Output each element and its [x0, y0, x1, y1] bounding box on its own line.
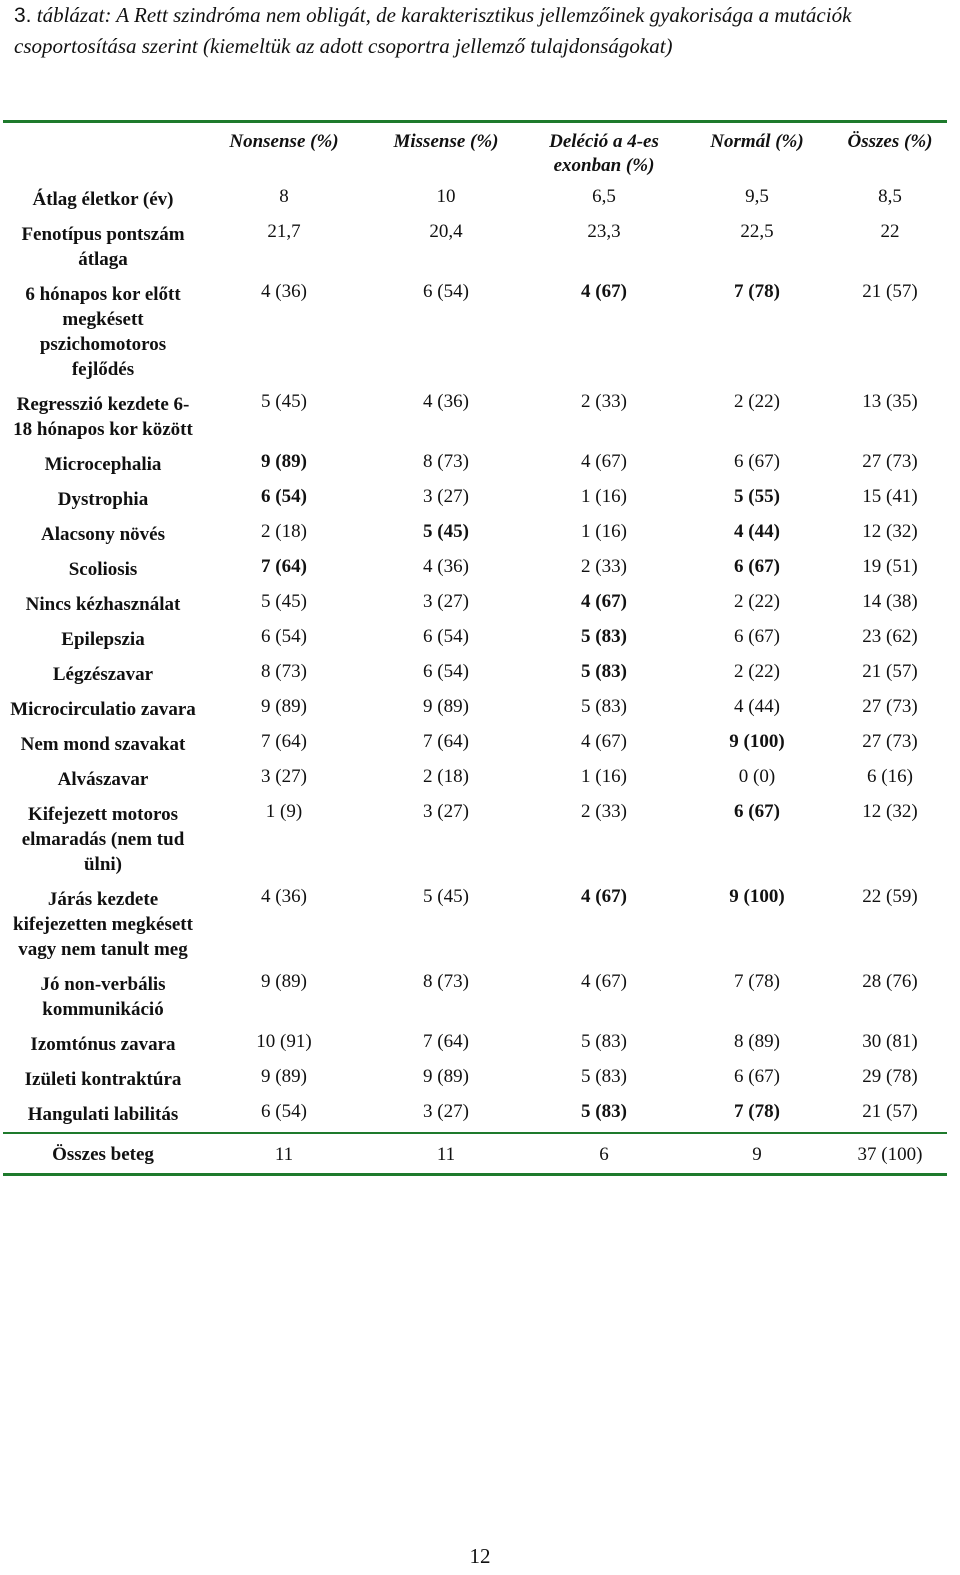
- table-cell: 1 (9): [265, 801, 303, 822]
- table-cell: 7 (78): [734, 1101, 780, 1122]
- row-label: Microcephalia: [44, 454, 162, 475]
- row-label: Epilepszia: [61, 629, 145, 650]
- table-cell: 3 (27): [423, 591, 469, 612]
- table-cell: 4 (44): [734, 521, 780, 542]
- table-cell: 15 (41): [862, 486, 918, 507]
- table-row: [3, 1027, 947, 1062]
- table-cell: 5 (83): [581, 1066, 627, 1087]
- table-cell: 5 (55): [734, 486, 780, 507]
- table-cell: 6 (67): [734, 626, 780, 647]
- table-cell: 28 (76): [862, 971, 918, 992]
- table-cell: 4 (36): [423, 556, 469, 577]
- table-row: [3, 482, 947, 517]
- table-cell: 7 (64): [261, 556, 307, 577]
- caption-number: 3.: [14, 4, 32, 27]
- row-label: Átlag életkor (év): [32, 189, 174, 210]
- table-cell: 21,7: [267, 221, 301, 242]
- table-cell: 6,5: [592, 186, 616, 207]
- table-total-row: [3, 1133, 947, 1175]
- table-row: [3, 1097, 947, 1133]
- table-cell: 1 (16): [581, 766, 627, 787]
- table-cell: 12 (32): [862, 801, 918, 822]
- table-caption: [14, 0, 934, 62]
- row-label: Dystrophia: [57, 489, 149, 510]
- table-cell: 6: [599, 1144, 609, 1165]
- row-label: Scoliosis: [68, 559, 138, 580]
- row-label: Járás kezdete kifejezetten megkésett vagy nem tanult meg: [13, 889, 193, 960]
- row-label: Alvászavar: [57, 769, 149, 790]
- row-label: Hangulati labilitás: [27, 1104, 179, 1125]
- table-cell: 6 (16): [867, 766, 913, 787]
- table-cell: 4 (44): [734, 696, 780, 717]
- table-cell: 4 (36): [261, 886, 307, 907]
- table-cell: 6 (54): [423, 626, 469, 647]
- table-row: [3, 622, 947, 657]
- table-cell: 21 (57): [862, 281, 918, 302]
- table-cell: 9: [752, 1144, 762, 1165]
- table-cell: 1 (16): [581, 521, 627, 542]
- table-row: [3, 182, 947, 217]
- table-cell: 6 (67): [734, 1066, 780, 1087]
- table-cell: 6 (54): [261, 626, 307, 647]
- table-cell: 9 (89): [261, 451, 307, 472]
- table-cell: 2 (22): [734, 661, 780, 682]
- table-body: [3, 182, 947, 1175]
- table-cell: 9 (89): [423, 1066, 469, 1087]
- table-cell: 6 (67): [734, 556, 780, 577]
- table-cell: 12 (32): [862, 521, 918, 542]
- table-cell: 7 (78): [734, 971, 780, 992]
- table-cell: 23,3: [587, 221, 621, 242]
- table-row: [3, 1062, 947, 1097]
- rett-frequency-table: [3, 120, 947, 1176]
- row-label: Regresszió kezdete 6-18 hónapos kor között: [13, 394, 193, 440]
- table-cell: 2 (22): [734, 591, 780, 612]
- header-missense: Missense (%): [393, 131, 499, 152]
- table-cell: 5 (83): [581, 661, 627, 682]
- table-cell: 3 (27): [261, 766, 307, 787]
- table-cell: 9 (89): [261, 696, 307, 717]
- table-row: [3, 762, 947, 797]
- table-cell: 7 (64): [261, 731, 307, 752]
- page-number: 12: [469, 1544, 491, 1568]
- row-label: Microcirculatio zavara: [10, 699, 196, 720]
- row-label: Fenotípus pontszám átlaga: [21, 224, 185, 270]
- row-label: Összes beteg: [52, 1144, 154, 1165]
- table-cell: 6 (54): [261, 1101, 307, 1122]
- table-row: [3, 447, 947, 482]
- table-cell: 8 (73): [423, 971, 469, 992]
- table-cell: 5 (45): [423, 886, 469, 907]
- table-cell: 3 (27): [423, 801, 469, 822]
- table-cell: 6 (54): [423, 281, 469, 302]
- table-row: [3, 217, 947, 277]
- table-cell: 23 (62): [862, 626, 918, 647]
- table-header-row: [3, 122, 947, 183]
- table-cell: 4 (67): [581, 591, 627, 612]
- header-nonsense: Nonsense (%): [229, 131, 339, 152]
- table-cell: 3 (27): [423, 1101, 469, 1122]
- table-cell: 5 (83): [581, 1101, 627, 1122]
- header-total: Összes (%): [847, 131, 933, 152]
- table-row: [3, 277, 947, 387]
- table-cell: 29 (78): [862, 1066, 918, 1087]
- table-cell: 11: [436, 1144, 456, 1165]
- table-cell: 3 (27): [423, 486, 469, 507]
- table-row: [3, 552, 947, 587]
- table-cell: 0 (0): [738, 766, 776, 787]
- row-label: 6 hónapos kor előtt megkésett pszichomotoros fejlődés: [25, 284, 181, 380]
- table-row: [3, 657, 947, 692]
- table-cell: 27 (73): [862, 696, 918, 717]
- table-cell: 6 (54): [423, 661, 469, 682]
- table-cell: 7 (64): [423, 1031, 469, 1052]
- table-cell: 2 (18): [423, 766, 469, 787]
- table-cell: 5 (83): [581, 1031, 627, 1052]
- table-cell: 27 (73): [862, 451, 918, 472]
- table-cell: 22,5: [740, 221, 774, 242]
- table-cell: 4 (67): [581, 886, 627, 907]
- caption-text: táblázat: A Rett szindróma nem obligát, de karakterisztikus jellemzőinek gyakorisága a mutációk csoportosítása szerint (kiemeltük az adott csoportra jellemző tulajdonságokat): [14, 3, 852, 58]
- table-cell: 8 (73): [261, 661, 307, 682]
- table-cell: 9 (89): [261, 971, 307, 992]
- table-row: [3, 882, 947, 967]
- table-cell: 9 (100): [729, 731, 785, 752]
- table-cell: 4 (36): [423, 391, 469, 412]
- table-cell: 4 (67): [581, 451, 627, 472]
- header-normal: Normál (%): [710, 131, 804, 152]
- header-deletion-exon4: Deléció a 4-es exonban (%): [549, 131, 659, 176]
- table-cell: 27 (73): [862, 731, 918, 752]
- table-row: [3, 727, 947, 762]
- table-cell: 20,4: [429, 221, 463, 242]
- table-cell: 4 (67): [581, 971, 627, 992]
- table-cell: 6 (54): [261, 486, 307, 507]
- table-cell: 13 (35): [862, 391, 918, 412]
- row-label: Alacsony növés: [40, 524, 166, 545]
- row-label: Kifejezett motoros elmaradás (nem tud ülni): [21, 804, 185, 875]
- table-cell: 2 (33): [581, 801, 627, 822]
- table-cell: 5 (45): [261, 391, 307, 412]
- table-cell: 4 (36): [261, 281, 307, 302]
- table-row: [3, 692, 947, 727]
- table-cell: 6 (67): [734, 801, 780, 822]
- row-label: Izületi kontraktúra: [24, 1069, 182, 1090]
- table-cell: 4 (67): [581, 281, 627, 302]
- table-cell: 7 (78): [734, 281, 780, 302]
- table-cell: 6 (67): [734, 451, 780, 472]
- table-row: [3, 587, 947, 622]
- table-cell: 5 (83): [581, 696, 627, 717]
- table-cell: 10: [436, 186, 456, 207]
- header-blank: [3, 122, 203, 183]
- row-label: Izomtónus zavara: [30, 1034, 176, 1055]
- table-cell: 2 (33): [581, 391, 627, 412]
- row-label: Nincs kézhasználat: [25, 594, 181, 615]
- row-label: Légzészavar: [52, 664, 154, 685]
- table-cell: 2 (18): [261, 521, 307, 542]
- table-row: [3, 387, 947, 447]
- table-cell: 2 (22): [734, 391, 780, 412]
- table-cell: 8 (73): [423, 451, 469, 472]
- table-cell: 5 (45): [423, 521, 469, 542]
- table-row: [3, 517, 947, 552]
- row-label: Jó non-verbális kommunikáció: [40, 974, 166, 1020]
- table-cell: 9 (100): [729, 886, 785, 907]
- table-row: [3, 967, 947, 1027]
- table-cell: 5 (45): [261, 591, 307, 612]
- table-cell: 14 (38): [862, 591, 918, 612]
- table-cell: 9 (89): [423, 696, 469, 717]
- table-cell: 37 (100): [857, 1144, 923, 1165]
- table-cell: 22 (59): [862, 886, 918, 907]
- table-cell: 11: [274, 1144, 294, 1165]
- table-cell: 10 (91): [256, 1031, 312, 1052]
- table-cell: 4 (67): [581, 731, 627, 752]
- table-cell: 8 (89): [734, 1031, 780, 1052]
- table-cell: 21 (57): [862, 661, 918, 682]
- table-cell: 8,5: [878, 186, 902, 207]
- table-row: [3, 797, 947, 882]
- table-cell: 9 (89): [261, 1066, 307, 1087]
- table-cell: 2 (33): [581, 556, 627, 577]
- table-cell: 1 (16): [581, 486, 627, 507]
- table-cell: 9,5: [745, 186, 769, 207]
- table-cell: 30 (81): [862, 1031, 918, 1052]
- row-label: Nem mond szavakat: [20, 734, 186, 755]
- table-cell: 8: [279, 186, 289, 207]
- table-cell: 22: [880, 221, 900, 242]
- table-cell: 21 (57): [862, 1101, 918, 1122]
- table-cell: 7 (64): [423, 731, 469, 752]
- table-cell: 19 (51): [862, 556, 918, 577]
- table-cell: 5 (83): [581, 626, 627, 647]
